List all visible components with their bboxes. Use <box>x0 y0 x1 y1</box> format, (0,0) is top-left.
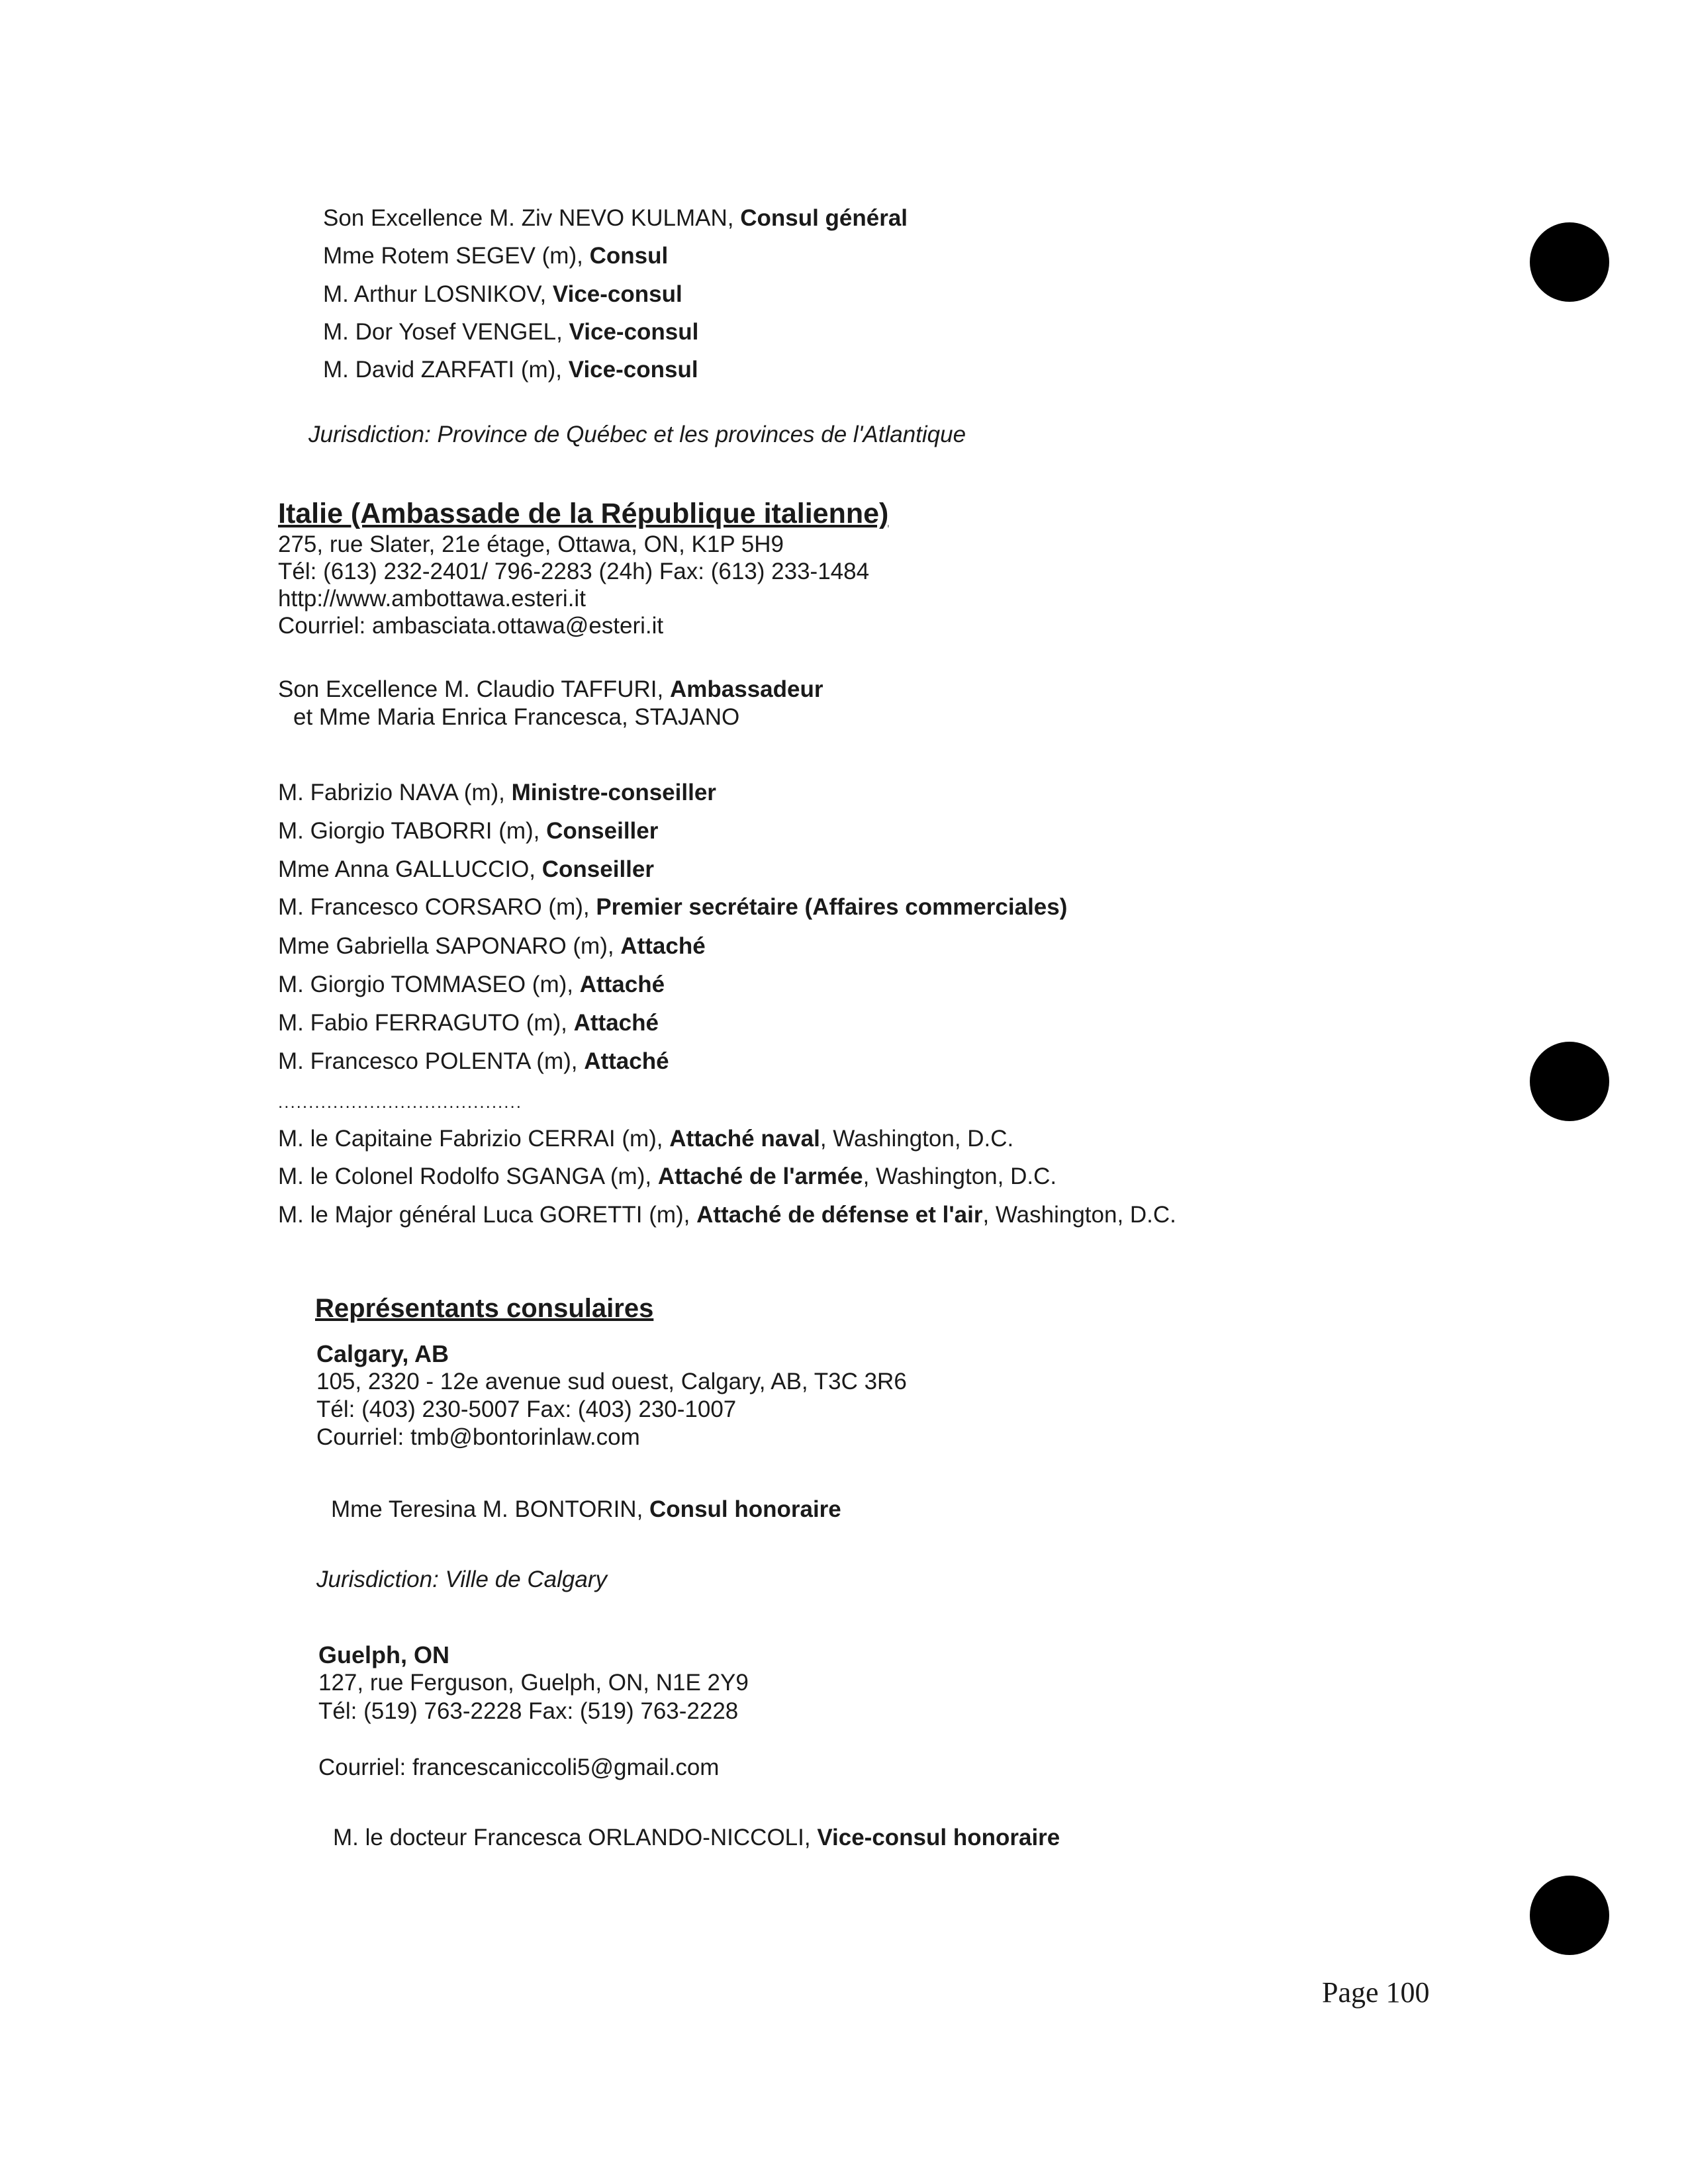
address-line: 105, 2320 - 12e avenue sud ouest, Calgary, AB, T3C 3R6 <box>316 1369 907 1394</box>
website-line: http://www.ambottawa.esteri.it <box>278 586 586 612</box>
address-line: 127, rue Ferguson, Guelph, ON, N1E 2Y9 <box>318 1670 749 1696</box>
staff-line: M. Fabrizio NAVA (m), Ministre-conseiller <box>278 780 716 805</box>
consular-heading: Représentants consulaires <box>315 1294 654 1323</box>
jurisdiction-text: Jurisdiction: Province de Québec et les provinces de l'Atlantique <box>308 422 966 447</box>
page-number: Page 100 <box>1322 1976 1430 2009</box>
dotted-separator: ........................................ <box>278 1092 522 1112</box>
attache-line: M. le Major général Luca GORETTI (m), Attaché de défense et l'air, Washington, D.C. <box>278 1202 1176 1228</box>
consul-line: M. le docteur Francesca ORLANDO-NICCOLI, Vice-consul honoraire <box>333 1825 1060 1850</box>
email-line: Courriel: francescaniccoli5@gmail.com <box>318 1754 720 1780</box>
staff-line: M. Francesco CORSARO (m), Premier secrétaire (Affaires commerciales) <box>278 894 1068 920</box>
attache-line: M. le Capitaine Fabrizio CERRAI (m), Attaché naval, Washington, D.C. <box>278 1126 1014 1152</box>
staff-line: Son Excellence M. Ziv NEVO KULMAN, Consul général <box>323 205 908 231</box>
staff-line: Mme Rotem SEGEV (m), Consul <box>323 243 669 269</box>
address-line: 275, rue Slater, 21e étage, Ottawa, ON, K1P 5H9 <box>278 531 784 557</box>
phone-line: Tél: (519) 763-2228 Fax: (519) 763-2228 <box>318 1698 739 1724</box>
staff-line: M. Francesco POLENTA (m), Attaché <box>278 1048 669 1074</box>
staff-line: M. David ZARFATI (m), Vice-consul <box>323 357 698 383</box>
city-heading: Guelph, ON <box>318 1641 449 1668</box>
staff-line: M. Dor Yosef VENGEL, Vice-consul <box>323 319 699 345</box>
email-line: Courriel: tmb@bontorinlaw.com <box>316 1424 640 1450</box>
staff-line: Mme Gabriella SAPONARO (m), Attaché <box>278 933 706 959</box>
punch-hole <box>1530 222 1609 302</box>
jurisdiction-text: Jurisdiction: Ville de Calgary <box>316 1567 608 1592</box>
ambassador-line: Son Excellence M. Claudio TAFFURI, Ambassadeur <box>278 676 823 702</box>
staff-line: M. Arthur LOSNIKOV, Vice-consul <box>323 281 682 307</box>
staff-line: M. Giorgio TOMMASEO (m), Attaché <box>278 972 665 997</box>
staff-line: M. Fabio FERRAGUTO (m), Attaché <box>278 1010 659 1036</box>
staff-line: Mme Anna GALLUCCIO, Conseiller <box>278 856 654 882</box>
ambassador-spouse: et Mme Maria Enrica Francesca, STAJANO <box>293 704 740 730</box>
punch-hole <box>1530 1876 1609 1955</box>
phone-line: Tél: (613) 232-2401/ 796-2283 (24h) Fax: (613) 233-1484 <box>278 559 870 584</box>
attache-line: M. le Colonel Rodolfo SGANGA (m), Attaché de l'armée, Washington, D.C. <box>278 1163 1057 1189</box>
city-heading: Calgary, AB <box>316 1340 449 1367</box>
punch-hole <box>1530 1042 1609 1121</box>
embassy-heading: Italie (Ambassade de la République italienne) <box>278 498 889 529</box>
phone-line: Tél: (403) 230-5007 Fax: (403) 230-1007 <box>316 1396 737 1422</box>
staff-line: M. Giorgio TABORRI (m), Conseiller <box>278 818 659 844</box>
email-line: Courriel: ambasciata.ottawa@esteri.it <box>278 613 664 639</box>
consul-line: Mme Teresina M. BONTORIN, Consul honoraire <box>331 1496 841 1522</box>
